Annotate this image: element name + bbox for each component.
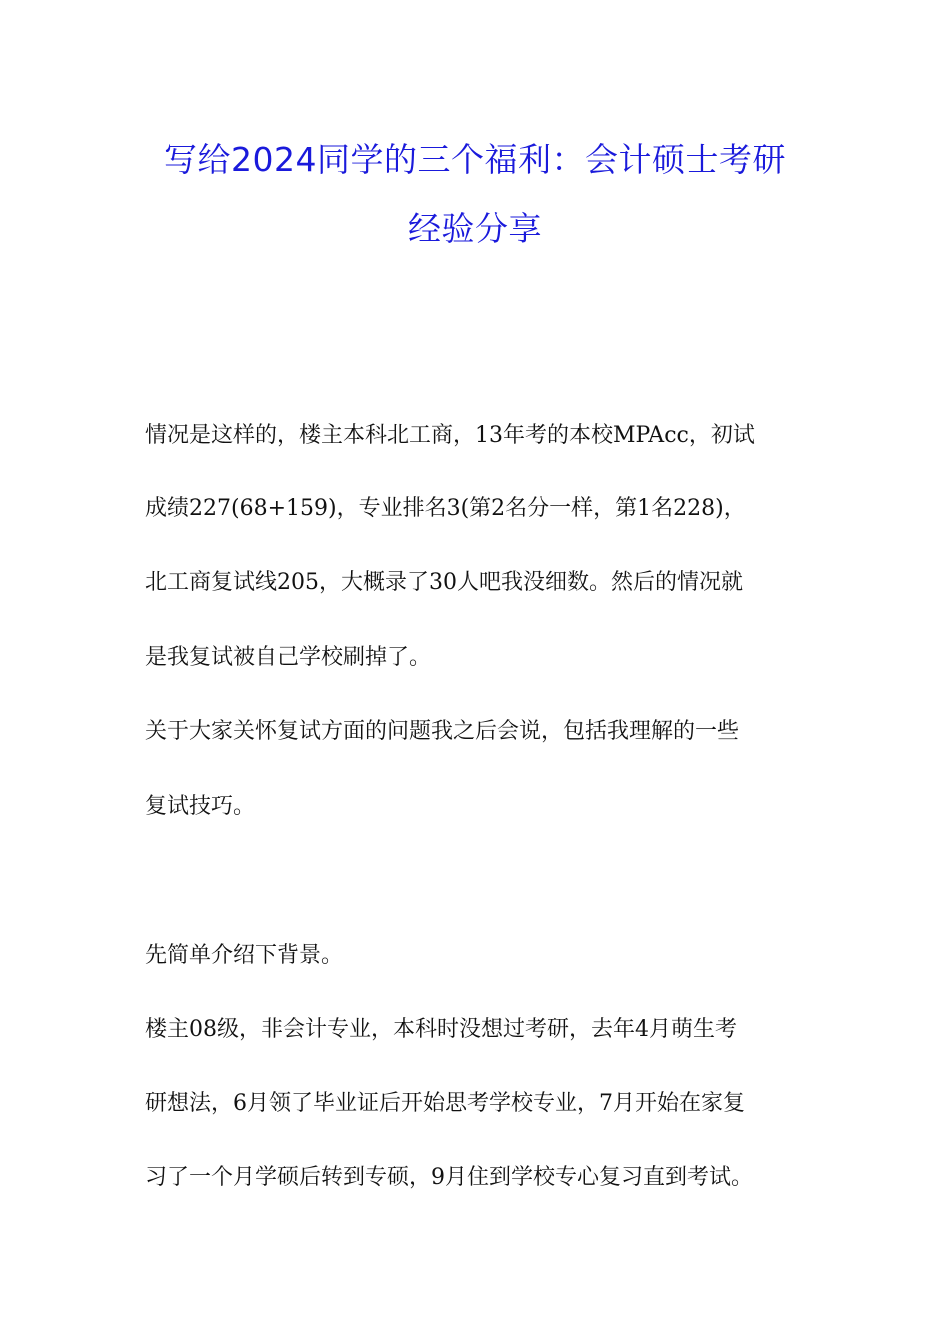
paragraph-1-line-3: 北工商复试线205，大概录了30人吧我没细数。然后的情况就 <box>145 570 743 595</box>
paragraph-1-line-2: 成绩227(68+159)，专业排名3(第2名分一样，第1名228)， <box>145 496 746 521</box>
paragraph-1-line-1: 情况是这样的，楼主本科北工商，13年考的本校MPAcc，初试 <box>145 423 755 448</box>
paragraph-2-line-2: 复试技巧。 <box>145 794 256 819</box>
document-title-line-2: 经验分享 <box>408 209 542 248</box>
paragraph-4-line-3: 习了一个月学硕后转到专硕，9月住到学校专心复习直到考试。 <box>145 1165 753 1190</box>
paragraph-4-line-2: 研想法，6月领了毕业证后开始思考学校专业，7月开始在家复 <box>145 1091 745 1116</box>
paragraph-2-line-1: 关于大家关怀复试方面的问题我之后会说，包括我理解的一些 <box>145 719 740 744</box>
document-title-line-1: 写给2024同学的三个福利：会计硕士考研 <box>164 140 786 179</box>
paragraph-1-line-4: 是我复试被自己学校刷掉了。 <box>145 645 432 670</box>
paragraph-3-line-1: 先简单介绍下背景。 <box>145 943 344 968</box>
paragraph-4-line-1: 楼主08级，非会计专业，本科时没想过考研，去年4月萌生考 <box>145 1017 737 1042</box>
